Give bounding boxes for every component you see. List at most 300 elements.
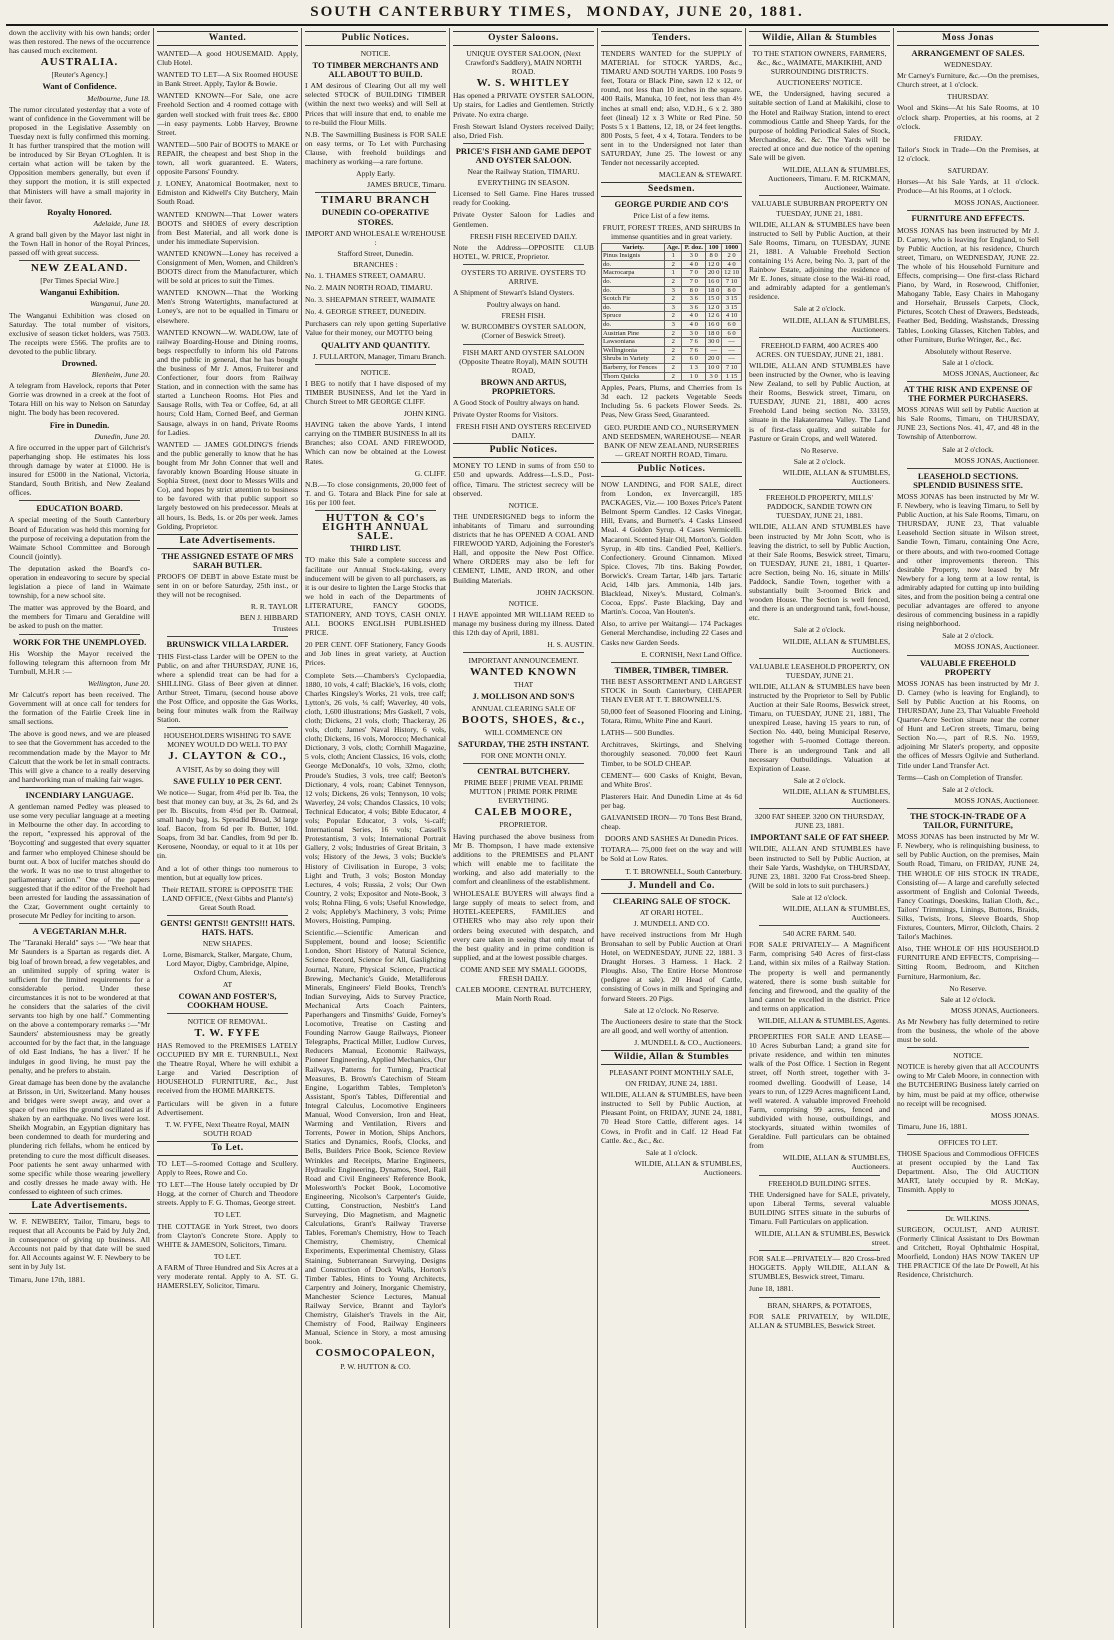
classified-ad: THE COTTAGE in York Street, two doors from Clayton's Concrete Store. Apply to WHITE & JAMESON, Solicitors, Timaru. xyxy=(157,1221,298,1249)
masthead xyxy=(6,4,1108,26)
price-table-cell: 1 0 xyxy=(682,372,706,381)
ad-line: ANNUAL CLEARING SALE OF xyxy=(471,703,576,713)
column-6 xyxy=(746,28,894,1628)
ad-heading: THE STOCK-IN-TRADE OF A TAILOR, FURNITURE, xyxy=(910,810,1026,831)
ad-signature: MOSS JONAS, Auctioneer. xyxy=(954,455,1039,465)
article-body: A gentleman named Pedley was pleased to use some very peculiar language at a meeting in Melbourne the other day. In according to the report, "expressed his approval of the 'Boycotting' and suggested that every squatter and farmer who employed Chinese should be burnt out. A box of lucifer matches should do the work. It was no use to trust altogether to parliamentary action." One of the papers suggested that if the editor of the Freeholt had been arrested for lauding the assassination of the Czar, Government ought certainly to prosecute Mr Pedley for inciting to arson. xyxy=(9,802,150,921)
price-table-cell: Pinus Insignis xyxy=(602,252,665,261)
ad-display-name: WANTED KNOWN xyxy=(469,666,578,679)
notice-label: NOTICE. xyxy=(508,500,539,510)
ad-heading: FREEHOLD PROPERTY, MILLS' PADDOCK, SANDIE TOWN ON TUESDAY, JUNE 21, 1881. xyxy=(766,493,873,521)
ad-body: PROOFS OF DEBT in above Estate must be sent in on or before Saturday, 25th inst., or they will not be recognised. xyxy=(157,571,298,600)
ad-line: PRIME BEEF | PRIME VEAL PRIME MUTTON | PRIME PORK PRIME EVERYTHING. xyxy=(463,778,584,806)
ad-body: FOR SALE—PRIVATELY— 820 Cross-bred HOGGETS. Apply WILDIE, ALLAN & STUMBLES, Beswick street, Timaru. xyxy=(749,1254,890,1282)
price-table-cell: Lawsoniana xyxy=(602,338,665,347)
price-table-cell: 2 xyxy=(665,260,682,269)
ad-line: ON FRIDAY, JUNE 24, 1881. xyxy=(625,1079,718,1089)
divider xyxy=(167,915,288,916)
ad-body: HAVING taken the above Yards, I intend carrying on the TIMBER BUSINESS In all its Branches; also COAL AND FIREWOOD, Which can now be obtained at the Lowest Rates. xyxy=(305,420,446,466)
day-label: SATURDAY. xyxy=(947,166,989,176)
ad-signature: T. T. BROWNELL, South Canterbury. xyxy=(625,866,742,876)
ad-line: BRANCHES : xyxy=(353,259,398,269)
ad-heading: Dr. WILKINS. xyxy=(945,1213,991,1223)
ad-display-name: GEORGE PURDIE AND CO'S xyxy=(614,199,729,210)
divider xyxy=(907,655,1029,656)
price-table-cell: 2 xyxy=(665,364,682,373)
price-table-cell: 7 6 xyxy=(682,338,706,347)
ad-body: A Good Stock of Poultry always on hand. xyxy=(453,398,580,407)
dateline: Wellington, June 20. xyxy=(87,678,150,688)
price-table-cell: 7 0 xyxy=(682,269,706,278)
ad-body: SURGEON, OCULIST, AND AURIST. (Formerly Clinical Assistant to Drs Bowman and Critchett, Royal Ophthalmic Hospital, Moorfield, London) HAS NOW TAKEN UP THE PRACTICE Of the late Dr Powell, At his Residence, Christchurch. xyxy=(897,1224,1039,1280)
price-table-cell: Scotch Fir xyxy=(602,295,665,304)
ad-signature: E. CORNISH, Next Land Office. xyxy=(641,649,742,659)
ad-body: Fresh Stewart Island Oysters received Daily; also, Dried Fish. xyxy=(453,121,594,140)
ad-body: NOW LANDING, and FOR SALE, direct from London, ex Invercargill, 185 PACKAGES, Viz.— 100 Boxes Price's Patent Belmont Sperm Candles. 12 Casks Vinegar, Hill, Evans, and Burnett's. 4 Casks Linseed Meal. 4 Golden Syrup. 4 Cases Vermicelli. Macaroni. Scented Hair Oil, Morton's. Golden Syrup, in 4lb tins. Candied Peel, Kellier's. Confectionery. Ground Cinnamon. Mixed Spice. Cloves, 7lb tins. Baking Powder, Borwick's. Cream Tartar, 14lb jars. Tartaric Acid, 14lb jars. Ammonia, 14lb jars. Blacklead, Nixey's. Mustard, Colman's. Cocoa, Epps'. Paste Blacking, Day and Martin's. Cocoa, Van Houten's. xyxy=(601,479,742,617)
price-table-cell: 6 0 xyxy=(682,355,706,364)
divider xyxy=(759,925,880,926)
ad-signature: JOHN JACKSON. xyxy=(536,587,594,597)
ad-offer: SAVE FULLY 10 PER CENT. xyxy=(173,775,282,786)
ad-body: I AM desirous of Clearing Out all my well selected STOCK of BUILDING TIMBER (within the next two weeks) and will Sell at Prices that will insure that end, to enable me to re-build the Flour Mills. xyxy=(305,81,446,127)
ad-line: AT xyxy=(222,979,233,989)
ad-line: Sale at 2 o'clock. xyxy=(942,444,994,454)
section-header-public-notices: Public Notices. xyxy=(453,443,594,458)
price-table-cell: Spruce xyxy=(602,312,665,321)
notice-label: NOTICE. xyxy=(508,598,539,608)
price-table-cell: 20 0 xyxy=(706,355,722,364)
price-table-cell: 12 0 xyxy=(706,260,722,269)
classified-ad: WANTED KNOWN—That the Working Men's Strong Watertights, manufactured at Loney's, are not to be equalled in Timaru or elsewhere. xyxy=(157,288,298,325)
section-header-tenders: Tenders. xyxy=(601,31,742,46)
ad-heading: TO LET. xyxy=(213,1251,242,1261)
ad-display-name: CALEB MOORE, xyxy=(474,806,573,819)
price-table-cell: 4 0 xyxy=(682,260,706,269)
divider xyxy=(167,636,288,637)
headline-royalty: Royalty Honored. xyxy=(47,206,112,217)
ad-line: FRESH FISH AND OYSTERS RECEIVED DAILY. xyxy=(455,422,592,441)
column-4 xyxy=(450,28,598,1628)
ad-signature: WILDIE, ALLAN & STUMBLES, Beswick street. xyxy=(754,1228,890,1248)
price-table-cell: 3 6 xyxy=(682,295,706,304)
column-3 xyxy=(302,28,450,1628)
price-table-cell: 7 10 xyxy=(722,364,742,373)
ad-heading: 540 ACRE FARM. 540. xyxy=(782,929,857,939)
section-header-wildie-allan-stumbles: Wildie, Allan & Stumbles xyxy=(601,1050,742,1065)
article-body: A special meeting of the South Canterbury Board of Education was held this morning for the purpose of receiving a deputation from the Waimate School Committee and Borough Council (jointly). xyxy=(9,515,150,561)
divider xyxy=(907,1047,1029,1048)
book-list: Scientific.—Scientific American and Supplement, bound and loose; Scientific London, Short History of Natural Science, Science Record, Science for All, Gaslighting Journal, Nature, Physical Science, Practical Brewing, Mechanic's Guide, Metalliferous Minerals, Engineers' Field Books, Trench's Indian Surveying, Aids to Survey Practice, Mechanical Arts Coach Painters, Paperhangers and Tinsmiths' Guide, Forney's Locomotive, Treatise on Casting and Founding Narrow Gauge Railways, Pioneer Telegraphs, Practical Miller, Ludlow Curves, Reducers Manual, Economic Railways, Pioneer Engineering, Applied Mechanics, Our Railways, Patterns for Turning, Practical Measures, B. Brown's Catechism of Steam Engine, Logarithm Tables, Templeton's Assistant, Spon's Tables, Differential and Integral Calculus, Locomotive Engineers Manual, Wood Conversion, Iron and Heat, Warming and Ventilation, Rivers and Torrents, Power in Motion, Ships Anchors, Statics and Dynamics, Roofs, Clocks, and Bells, Builders Price Book, Science Review Wrinkles and Receipts, Marine Engineers, Hydraulic Engineering, Dynamos, Steel, Rail Road and Civil Engineers' Reference Book, Molesworth's Pocket Book, Locomotive Engineering, Nicolson's Carpenter's Guide, Cutting, Construction, Nesbitt's Land Surveying, Dio Magnetism, and Magnetic Calculations, Grant's Railway Traverse Tables, Foreman's Chemistry, How to Teach Chemistry, Chemistry, Chemical Experiments, Experimental Chemistry, Glass Staining, Subterranean Surveying, Designs and Construction of Dock Walls, Horton's Timber Tables, Hints to Young Architects, Carpentry and Joinery, Inorganic Chemistry, Manchester Science Lectures, Manual Railway Service, Brannt and Taylor's Chemistry, Glaisher's Travels in the Air, Chemistry of Food, Railway Engineers Manual, Science in Story, a most amusing book. xyxy=(305,928,446,1347)
price-table-cell: 4 0 xyxy=(682,312,706,321)
divider xyxy=(759,1175,880,1176)
headline-education: EDUCATION BOARD. xyxy=(36,503,123,514)
heading-new-zealand: NEW ZEALAND. xyxy=(30,262,129,275)
price-table-cell: 2 0 xyxy=(722,252,742,261)
price-table-row xyxy=(602,260,742,269)
ad-heading: VALUABLE FREEHOLD PROPERTY xyxy=(920,657,1016,677)
ad-body: THE BEST ASSORTMENT AND LARGEST STOCK in South Canterbury, CHEAPER THAN EVER AT T. T. BROWNELL'S. xyxy=(601,676,742,704)
ad-body: A Shipment of Stewart's Island Oysters. xyxy=(453,288,575,298)
ad-body: 50,000 feet of Seasoned Flooring and Lining, Totara, Rimu, White Pine and Kauri. xyxy=(601,707,742,726)
price-table-cell: 4 10 xyxy=(722,312,742,321)
divider xyxy=(759,808,880,809)
ad-body: Private Oyster Saloon for Ladies and Gentlemen. xyxy=(453,210,594,229)
ad-heading: ARRANGEMENT OF SALES. xyxy=(911,48,1025,58)
divider xyxy=(167,727,288,728)
ad-heading: CENTRAL BUTCHERY. xyxy=(477,766,570,776)
price-table-row xyxy=(602,312,742,321)
ad-signature: J. MUNDELL & CO., Auctioneers. xyxy=(634,1037,742,1047)
price-table-body xyxy=(602,252,742,381)
headline-vegetarian: A VEGETARIAN M.H.R. xyxy=(32,926,127,937)
price-table-cell: 3 15 xyxy=(722,303,742,312)
price-table-cell: 16 0 xyxy=(706,278,722,287)
section-header-wildie-allan-stumbles: Wildie, Allan & Stumbles xyxy=(749,31,890,46)
price-table-cell: 1 15 xyxy=(722,372,742,381)
notice-label: NOTICE. xyxy=(953,1051,983,1061)
price-table-cell: 7 6 xyxy=(682,346,706,355)
price-table-cell: 2 xyxy=(665,346,682,355)
ad-heading: J. MOLLISON AND SON'S xyxy=(472,691,575,702)
ad-body: FOR SALE PRIVATELY— A Magnificent Farm, comprising 540 Acres of first-class Land, within six miles of a Railway Station. The property is well and permanently watered, there is some bush suitable for fencing and firewood, and the quality of the land cannot be excelled in the district. Price and terms on application. xyxy=(749,940,890,1013)
price-table-cell: Wellingtonia xyxy=(602,346,665,355)
ad-body: Purchasers can rely upon getting Superlative Value for their money, our MOTTO being xyxy=(305,319,446,338)
ad-signature: MOSS JONAS, xyxy=(990,1197,1039,1207)
divider xyxy=(759,658,880,659)
ad-line: Sale at 2 o'clock. xyxy=(942,631,994,641)
price-table-cell: 2 xyxy=(665,329,682,338)
ad-display-name: BOOTS, SHOES, &c., xyxy=(461,713,586,726)
estate-title: THE ASSIGNED ESTATE OF MRS SARAH BUTLER. xyxy=(161,550,294,570)
ad-line: THAT xyxy=(513,680,534,690)
column-7 xyxy=(894,28,1042,1628)
ad-body: THIS First-class Larder will be OPEN to the Public, on and after THURSDAY, JUNE 16, where a splendid treat can be had for a SHILLING. Glass of Beer given at dinner. Arthur Street, Timaru, (second house above the Post Office, and opposite the Gas Works, being four minutes walk from the Railway Station. xyxy=(157,651,298,725)
price-table-cell: 8 0 xyxy=(722,286,742,295)
price-table-cell: — xyxy=(722,355,742,364)
price-table-cell: 3 6 xyxy=(682,303,706,312)
ad-body: Architraves, Skirtings, and Shelving thoroughly seasoned. 70,000 feet Kauri Timber, to be SOLD CHEAP. xyxy=(601,740,742,768)
ad-body: Also, to arrive per Waitangi— 174 Packages General Merchandise, including 22 Cases and Casks new Garden Seeds. xyxy=(601,619,742,647)
price-table-cell: 12 10 xyxy=(722,269,742,278)
ad-heading: IMPORTANT SALE OF FAT SHEEP. xyxy=(750,832,889,843)
price-table-cell: 16 0 xyxy=(706,321,722,330)
ad-signature: MOSS JONAS, Auctioneer. xyxy=(954,795,1039,805)
article-body: Mr Calcutt's report has been received. The Government will at once call for tenders for the formation of the Fairlie Creek line in small sections. xyxy=(9,690,150,727)
divider xyxy=(907,210,1029,211)
price-table-cell: Barberry, for Fences xyxy=(602,364,665,373)
price-table-cell: 1 xyxy=(665,269,682,278)
ad-signature: JAMES BRUCE, Timaru. xyxy=(367,180,446,190)
ad-heading: GENTS! GENTS!! GENTS!!! HATS. HATS. HATS. xyxy=(160,917,295,938)
price-table xyxy=(601,243,742,382)
price-table-cell: 3 0 xyxy=(682,252,706,261)
price-table-row xyxy=(602,372,742,381)
price-table-cell: 3 xyxy=(665,321,682,330)
price-table-column-header: P. doz. xyxy=(682,243,706,252)
ad-heading: CLEARING SALE OF STOCK. xyxy=(612,895,731,906)
ad-display-name: J. MUNDELL AND CO. xyxy=(633,918,710,928)
ad-body: Having purchased the above business from Mr B. Thompson, I have made extensive additions to the PREMISES and PLANT which will enable me to facilitate the working, and also add materially to the comfort and cleanliness of the establishment. xyxy=(453,831,594,887)
headline-work: WORK FOR THE UNEMPLOYED. xyxy=(12,636,147,647)
price-table-row xyxy=(602,346,742,355)
column-5 xyxy=(598,28,746,1628)
price-table-cell: Shrubs in Variety xyxy=(602,355,665,364)
price-table-cell: — xyxy=(722,346,742,355)
classified-ad: WANTED—A good HOUSEMAID. Apply, Club Hotel. xyxy=(157,49,298,68)
ad-line: No Reserve. xyxy=(800,445,839,455)
ad-body: TOTARA— 75,000 feet on the way and will be Sold at Low Rates. xyxy=(601,845,742,864)
price-table-column-header: Variety. xyxy=(602,243,665,252)
ad-body: HAS Removed to the PREMISES LATELY OCCUPIED BY MR E. TURNBULL, Next the Theatre Royal, Where he will exhibit a Large and Varied Description of HOUSEHOLD FURNITURE, &c., Just received from the HOME MARKETS. xyxy=(157,1041,298,1096)
article-body: The matter was approved by the Board, and the members for Timaru and Geraldine will be asked to push on the matter. xyxy=(9,603,150,631)
price-table-cell: do. xyxy=(602,278,665,287)
ad-heading: PLEASANT POINT MONTHLY SALE, xyxy=(609,1068,734,1077)
price-table-cell: do. xyxy=(602,260,665,269)
article-body: The above is good news, and we are pleased to see that the Government has acceded to the recommendation made by the Mayor to Mr Calcutt that the work be let in small contracts. This will give a chance to a really deserving and hardworking man of making fair wages. xyxy=(9,729,150,784)
ad-heading: TIMBER, TIMBER, TIMBER. xyxy=(614,664,729,675)
price-table-row xyxy=(602,286,742,295)
price-table-cell: Macrocarpa xyxy=(602,269,665,278)
price-table-cell: 8 0 xyxy=(706,252,722,261)
ad-line: Poultry always on hand. xyxy=(486,300,561,310)
article-body: A fire occurred in the upper part of Gilchrist's paperhanging shop. He estimates his loss through damage by water at £1000. He is insured for £5000 in the National, Victoria, Standard, South British, and New Zealand offices. xyxy=(9,442,150,498)
classified-ad: A FARM of Three Hundred and Six Acres at a very moderate rental. Apply to A. ST. G. HAMERSLEY, Solicitor, Timaru. xyxy=(157,1262,298,1291)
ad-body: Terms—Cash on Completion of Transfer. xyxy=(897,772,1023,782)
column-1 xyxy=(6,28,154,1628)
section-header-public-notices: Public Notices. xyxy=(601,462,742,477)
ad-signature: WILDIE, ALLAN & STUMBLES, Auctioneers. xyxy=(782,467,890,487)
ad-price-list: We notice— Sugar, from 4½d per lb. Tea, the best that money can buy, at 3s, 2s 6d, and 2s per lb. Biscuits, from 4½d per lb. Oatmeal, small handy bag, 1s. Spreadid Bread, 3d large loaf. Bacon, from 6d per lb. Butter, 10d. Soaps, from 3d bar. Candles, from 9d per lb. Kerosene, Noonday, or equal to it at 10s per tin. xyxy=(157,787,298,861)
ad-line: WILL COMMENCE ON xyxy=(484,727,563,737)
paper-date: MONDAY, JUNE 20, 1881. xyxy=(586,4,804,20)
price-table-cell: 3 0 xyxy=(682,329,706,338)
price-table-cell: do. xyxy=(602,321,665,330)
ad-line: FRESH FISH. xyxy=(501,311,546,321)
ad-heading: SATURDAY, THE 25TH INSTANT. xyxy=(458,738,589,749)
price-table-cell: 7 10 xyxy=(722,278,742,287)
ad-signature: MOSS JONAS, Auctioneers. xyxy=(950,1005,1039,1015)
ad-heading: AT THE RISK AND EXPENSE OF THE FORMER PURCHASERS. xyxy=(903,384,1033,404)
headline-confidence: Want of Confidence. xyxy=(42,81,117,92)
ad-body: TENDERS WANTED for the SUPPLY of MATERIAL for STOCK YARDS, &c., TIMARU AND SOUTH YARDS. 100 Posts 9 feet, Totara or Black Pine, sawn 12 x 12, or round, not less than 10 inches in the square. 400 Rails, Manuka, 10 feet, not less than 4½ inches at small end; also, V.D.H., 6 x 2. 380 feet (lineal) 12 x 3 White or Red Pine. 50 Posts 5 x 1 Battens, 12, 18, or 24 feet lengths. 800 Posts, 5 feet, 4 x 4, Totara. Tenders to be sent in to the Undersigned not later than SATURDAY, June 25. The lowest or any Tender not necessarily accepted. xyxy=(601,49,742,168)
classified-ad: WANTED KNOWN—For Sale, one acre Freehold Section and 4 roomed cottage with garden well stocked with fruit trees &c. £800—in easy payments. Lobb Harvey, Browne Street. xyxy=(157,91,298,137)
section-header-wanted: Wanted. xyxy=(157,31,298,46)
ad-heading: PRICE'S FISH AND GAME DEPOT AND OYSTER SALOON. xyxy=(455,145,592,165)
ad-line: NEW SHAPES. xyxy=(202,939,253,949)
dateline: Wanganui, June 20. xyxy=(89,299,150,309)
notice-label: NOTICE. xyxy=(360,49,391,58)
ad-body: NOTICE is hereby given that all ACCOUNTS owing to Mr Caleb Moore, in connection with the BUTCHERING Business lately carried on by him, must be paid at my office, otherwise no receipt will be recognised. xyxy=(897,1062,1039,1108)
ad-line: Sale at 1 o'clock. xyxy=(942,357,994,367)
price-table-cell: 8 0 xyxy=(682,286,706,295)
divider xyxy=(759,1028,880,1029)
wire-credit: [Per Times Special Wire.] xyxy=(40,276,119,286)
ad-line: Sale at 1 o'clock. xyxy=(645,1147,698,1157)
book-list: Complete Sets.—Chambers's Cyclopaedia, 1880, 10 vols, 4 calf; Blackie's, 16 vols, cloth; Charles Kingsley's Works, 21 vols, tree calf; Lytton's, 26 vols, ¼ calf; Waverley, 40 vols, cloth, 1,600 illustrations; Mrs Gaskell, 7 vols, cloth; Dickens, 21 vols, cloth; Thackeray, 26 vols, cloth; James' Naval History, 6 vols, cloth; Dickens, 16 vols, Morocco; Mechanical Dictionary, 3 vols, cloth; Cornhill Magazine, 5 vols, cloth; Ancient Classics, 16 vols, cloth; George McDonald's, 10 vols, 32mo, cloth; Proude's Studies, 3 vols, tree calf; Beeton's Dictionary, 4 vols, roan; Cabinet Tennyson, 12 vols; Dickens, 26 vols; Tennyson, 10 vols; Waverley, 24 vols; Chandos Classics, 10 vols; Technical Educator, 4 vols; Bible Educator, 4 vols; Popular Educator, 3 vols, ¼-calf; International Series, 16 vols; Cassell's Protestantism, 3 vols; International Portrait Gallery, 2 vols; Industries of Great Britain, 3 vols; History of the Jews, 3 vols; Buckle's History of Civilisation in Europe, 3 vols; Light and Truth, 3 vols; Boston Monday Lectures, 4 vols; Russia, 2 vols; Our Own Country, 2 vols; Expositor and Note-Book, 3 vols; Rohna Fling, 6 vols; Useful Knowledge, 2 vols; Appleby's Machinery, 3 vols; Prime Movers, Hoisting, Pumping. xyxy=(305,670,446,926)
ad-signature: BEN J. HIBBARD xyxy=(239,613,298,623)
price-table-cell: 3 0 xyxy=(706,372,722,381)
ad-offer: 20 PER CENT. OFF Stationery, Fancy Goods and Job lines in great variety, at Auction Prices. xyxy=(305,640,446,668)
ad-signature: WILDIE, ALLAN & STUMBLES, Auctioneers. xyxy=(782,786,890,806)
ad-signature: H. S. AUSTIN. xyxy=(547,640,594,650)
article-body: The deputation asked the Board's co-operation in endeavoring to secure by special legislation a piece of land in Waimate township, for a new school site. xyxy=(9,563,150,601)
ad-signature: W. BURCOMBE'S OYSTER SALOON, (Corner of Beswick Street). xyxy=(461,322,586,341)
price-table-cell: 3 xyxy=(665,286,682,295)
ad-signature: MOSS JONAS, Auctioneer. xyxy=(954,198,1039,208)
divider xyxy=(19,500,140,501)
ad-body: I HAVE appointed MR WILLIAM REED to manage my business during my illness. Dated this 12th day of April, 1881. xyxy=(453,609,594,637)
ad-display-name: J. CLAYTON & CO., xyxy=(168,750,287,763)
ad-heading: TO TIMBER MERCHANTS AND ALL ABOUT TO BUILD. xyxy=(312,60,439,80)
branch-item: No. 3. SHEAPMAN STREET, WAIMATE xyxy=(305,295,436,305)
price-table-cell: 4 0 xyxy=(682,321,706,330)
divider xyxy=(611,662,732,663)
ad-body: THE Undersigned have for SALE, privately, upon Liberal Terms, several valuable BUILDING SITES situate in the suburbs of Timaru. Full Particulars on application. xyxy=(749,1189,890,1226)
article-body: The Wanganui Exhibition was closed on Saturday. The total number of visitors, exclusive of season ticket holders, was 7503. The receipts were £566. The profits are to devoted to the public library. xyxy=(9,310,150,356)
price-table-cell: 6 0 xyxy=(722,329,742,338)
price-table-column-header: Age. xyxy=(665,243,682,252)
ad-heading: LEASEHOLD SECTIONS. SPLENDID BUSINESS SITE. xyxy=(913,470,1023,490)
ad-body: MOSS JONAS Will sell by Public Auction at his Sale Rooms, Timaru, on THURSDAY, JUNE 23, Sections Nos. 41, 47, and 48 in the Township of Attenborrow. xyxy=(897,405,1039,442)
ad-heading: 3200 FAT SHEEP. 3200 ON THURSDAY, JUNE 23, 1881. xyxy=(754,812,885,831)
ad-line: Sale at 12 o'clock. No Reserve. xyxy=(624,1005,719,1015)
price-table-cell: 18 0 xyxy=(706,329,722,338)
branch-item: No. 4. GEORGE STREET, DUNEDIN. xyxy=(305,307,426,317)
ad-body: W. F. NEWBERY, Tailor, Timaru, begs to request that all Accounts be Paid by July 2nd, in consequence of giving up business. All Accounts not paid by that date will be sued for. All Accounts against W. F. Newbery to be sent in by July 1st. xyxy=(9,1216,150,1272)
ad-heading: HOUSEHOLDERS WISHING TO SAVE MONEY WOULD DO WELL TO PAY xyxy=(163,731,292,750)
article-body: The "Taranaki Herald" says :— "We hear that Mr Saunders is a Spartan as regards diet. A big loaf of brown bread, a few vegetables, and an unlimited supply of spring water is sufficient for the limited requirements for a considerable period. Under these circumstances it is not to be wondered at that he considers that the salaries of the civil servants too high by one half." Commenting on the above a contemporary remarks :—"Mr Saunders' abstemiousness may be greatly accounted for by the fact that, in the language of old East Indians, 'he has a liver.' If he indulges in good living, he must pay the penalty, and he prefers to abstain. xyxy=(9,938,150,1075)
ad-signature: WILDIE, ALLAN & STUMBLES, Auctioneers. xyxy=(634,1158,742,1177)
classified-ad: WANTED — JAMES GOLDING'S friends and the public generally to know that he has bought from Mr John Conner that well and favorably known Boarding House situate in Sophia Street, (next door to Messrs Wills and Co), and hopes by strict attention to business to be favored with that public support so largely bestowed on his predecessor. Meals at all hours, 1s. Beds, 1s. or 20s per week. James Golding, Proprietor. xyxy=(157,439,298,531)
ad-body: Wool and Skins—At his Sale Rooms, at 10 o'clock sharp. Properties, at his rooms, at 2 o'clock. xyxy=(897,103,1039,131)
larder-title: BRUNSWICK VILLA LARDER. xyxy=(166,639,289,650)
article-body: A telegram from Havelock, reports that Peter Gorrie was drowned in a creek at the foot of Totara Hill on his way to Nelson on Saturday night. The body has been recovered. xyxy=(9,381,150,418)
price-table-cell: 10 0 xyxy=(706,364,722,373)
ad-line: Sale at 12 o'clock. xyxy=(791,892,848,902)
ad-body: PROPERTIES FOR SALE AND LEASE— 10 Acres Suburban Land; a grand site for private residence, and within ten minutes walk of the Post Office. 1 Section in Regent street, off North street, together with 3-roomed dwelling. Goodwill of Lease, 14 years to run, of 1229 Acres magnificent Land, well watered. A valuable improved Freehold Farm, comprising 99 acres, fenced and subdivided with house, outbuildings, and stockyards, situated within twomiles of Geraldine. Full particulars can be obtained from xyxy=(749,1032,890,1151)
ad-body: Plasterers Hair. And Dunedin Lime at 4s 6d per bag. xyxy=(601,791,742,810)
ad-body: LATHS— 500 Bundles. xyxy=(601,728,675,738)
ad-body: Particulars will be given in a future Advertisement. xyxy=(157,1098,298,1117)
ad-list: Lorne, Bismarck, Stalker, Margate, Chum, Lord Mayor, Digby, Cambridge, Alpine, Oxford Chum, Alexis, xyxy=(162,950,293,978)
divider xyxy=(907,1134,1029,1135)
ad-line: IMPORT AND WHOLESALE W/REHOUSE : xyxy=(305,228,446,247)
article-body: The rumor circulated yesterday that a vote of want of confidence in the Government will be proposed in the Legislative Assembly on Tuesday next is fully confirmed this morning. It has further transpired that the motion will be introduced by Sir Bryan O'Loghlen. It is certain what action will be taken by the Opposition members generally, but even if they support the motion, it is still expected that Ministers will have a small majority in their favor. xyxy=(9,104,150,205)
classified-ad: WANTED KNOWN—Loney has received a Consignment of Men, Women, and Children's BOOTS direct from the Manufacturer, which will be sold at prices to suit the Times. xyxy=(157,248,298,286)
ad-heading: TO LET. xyxy=(213,1210,242,1220)
ad-body: Horses—At his Sale Yards, at 11 o'clock. Produce—At his Rooms, at 1 o'clock. xyxy=(897,177,1039,196)
price-table-row xyxy=(602,269,742,278)
price-table-row xyxy=(602,338,742,347)
ad-heading: DUNEDIN CO-OPERATIVE STORES. xyxy=(321,207,430,227)
ad-date: Timaru, June 16, 1881. xyxy=(897,1121,968,1131)
ad-display-name: T. W. FYFE xyxy=(194,1026,261,1039)
ad-signature: WILDIE, ALLAN & STUMBLES, Auctioneers. xyxy=(782,636,890,655)
price-table-cell: 7 0 xyxy=(682,278,706,287)
price-table-cell: — xyxy=(722,338,742,347)
ad-heading: FISH MART AND OYSTER SALOON (Opposite Theatre Royal), MAIN SOUTH ROAD, xyxy=(459,347,588,375)
ad-body: I BEG to notify that I have disposed of my TIMBER BUSINESS, And let the Yard in Church Street to MR GEORGE CLIFF. xyxy=(305,378,446,406)
section-header-to-let: To Let. xyxy=(157,1141,298,1156)
dateline: Dunedin, June 20. xyxy=(94,431,150,441)
ad-body: Has opened a PRIVATE OYSTER SALOON, Up stairs, for Ladies and Gentlemen. Strictly Private. No extra charge. xyxy=(453,91,594,119)
ad-signature: MACLEAN & STEWART. xyxy=(658,170,742,180)
ad-signature: MOSS JONAS, Auctioneer. xyxy=(954,642,1039,652)
agency-credit: [Reuter's Agency.] xyxy=(51,70,108,80)
ad-signature: MOSS JONAS. xyxy=(990,1110,1039,1120)
ad-line: No Reserve. xyxy=(949,983,987,993)
ad-body: N.B.—To close consignments, 20,000 feet of T. and G. Totara and Black Pine for sale at 16s per 100 feet. xyxy=(305,479,446,507)
ad-body: WILDIE, ALLAN & STUMBLES, have been instructed to Sell by Public Auction, at Pleasant Point, on FRIDAY, JUNE 24, 1881, 70 Head Store Cattle, different ages. 14 Cows, in Profit and in Calf. 12 Head Fat Cattle. &c., &c., &c. xyxy=(601,1090,742,1145)
price-table-cell: 2 xyxy=(665,372,682,381)
price-table-cell: 4 0 xyxy=(722,260,742,269)
notice-label: NOTICE. xyxy=(360,367,391,377)
ad-body: Also, THE WHOLE OF HIS HOUSEHOLD FURNITURE AND EFFECTS, Comprising— Sitting Room, Bedroom, and Kitchen Furniture, Harmonium, &c. xyxy=(897,944,1039,981)
divider xyxy=(315,192,436,193)
ad-body: WILDIE, ALLAN AND STUMBLES have been instructed by Mr John Scott, who is leaving the district, to sell by Public Auction, at their Sale Rooms, Beswick street, Timaru, on TUESDAY, JUNE 21, 1881, 1 Quarter-acre Section, being No. 16, situate in Mills' Paddock, Sandie Town, together with a substantially built 3-roomed Brick and wooden House. The Section is well fenced, and there is an underground tank, fowl-house, etc. xyxy=(749,522,890,623)
ad-body: And a lot of other things too numerous to mention, but at equally low prices. xyxy=(157,863,298,882)
ad-line: AT ORARI HOTEL. xyxy=(639,907,704,917)
ad-body: WILDIE, ALLAN AND STUMBLES have been instructed to Sell by Public Auction, at their Sale Yards, Washdyke, on THURSDAY, JUNE 23, 1881. 3200 Fat Cross-bred Sheep. (Will be sold in lots to suit purchasers.) xyxy=(749,844,890,890)
ad-line: PROPRIETOR. xyxy=(499,820,548,830)
ad-signature: Trustees xyxy=(272,624,298,634)
price-table-cell: 2 xyxy=(665,355,682,364)
divider xyxy=(759,1297,880,1298)
ad-signature: WILDIE, ALLAN & STUMBLES, Auctioneers. xyxy=(782,903,890,923)
price-table-row xyxy=(602,303,742,312)
columns xyxy=(6,28,1108,1628)
classified-ad: WANTED KNOWN—That Lower waters BOOTS and SHOES of every description from Best Material, and all work done is under his immediate Supervision. xyxy=(157,209,298,246)
price-table-row xyxy=(602,321,742,330)
classified-ad: TO LET—The House lately occupied by Dr Hogg, at the corner of Church and Theodore streets. Apply to F. G. Thomas, George street. xyxy=(157,1180,298,1208)
ad-signature: G. CLIFF. xyxy=(414,468,446,478)
divider xyxy=(463,652,584,653)
price-table-cell: 6 0 xyxy=(722,321,742,330)
price-table-cell: 1 xyxy=(665,252,682,261)
ad-body: MOSS JONAS has been instructed by Mr W. F. Newbery, who is relinquishing business, to sell by Public Auction, on the premises, Main South Road, Timaru, on FRIDAY, JUNE 24, THE WHOLE OF HIS STOCK IN TRADE, Consisting of— A large and carefully selected assortment of English and Colonial Tweeds, Fancy Coatings, Doeskins, Italian Cloth, &c., Tailors' Trimmings, Linings, Buttons, Braids, Silks, Twists, Irons, Sleeve Boards, Shop Fixtures, Counters, Mirror, Oilcloth, Chairs. 2 Tailor's Machines. xyxy=(897,832,1039,942)
price-table-cell: 3 15 xyxy=(722,295,742,304)
ad-line: Stafford Street, Dunedin. xyxy=(337,248,414,258)
ad-heading: THIRD LIST. xyxy=(350,543,401,554)
ad-heading: OFFICES TO LET. xyxy=(938,1137,998,1147)
article-body: His Worship the Mayor received the following telegram this afternoon from Mr Turnbull, M.H.R :— xyxy=(9,648,150,676)
ad-line: Sale at 12 o'clock. xyxy=(940,994,996,1004)
section-header-mundell: J. Mundell and Co. xyxy=(601,879,742,894)
headline-drowned: Drowned. xyxy=(61,358,98,368)
price-table-row xyxy=(602,278,742,287)
price-table-row xyxy=(602,329,742,338)
divider xyxy=(19,923,140,924)
article-body: Great damage has been done by the avalanche at Brisson, in Uri, Switzerland. Many houses and bridges were swept away, and over a space of two miles the ground oscillated as if shaken by an earthquake. No lives were lost. Sheikh Mograbin, an Egyptian dignitary has been condemned to death for murdering and plundering rich fellahs, whom he enticed by pretending to cure the most difficult diseases. Poor patients he sent away unharmed with some specific while those wearing jewellery and costly dresses he made away with. He confessed to eighteen of such crimes. xyxy=(9,1077,150,1196)
price-table-cell: do. xyxy=(602,286,665,295)
ad-signature: R. R. TAYLOR xyxy=(250,602,298,612)
ad-heading: VALUABLE SUBURBAN PROPERTY ON TUESDAY, JUNE 21, 1881. xyxy=(751,199,888,218)
price-table-cell: 18 0 xyxy=(706,286,722,295)
classified-ad: J. LONEY, Anatomical Bootmaker, next to Edmiston and Kidwell's City Butchery, Main South Road. xyxy=(157,179,298,207)
ad-line: AUCTIONEERS' NOTICE. xyxy=(776,78,863,88)
ad-line: Near the Railway Station, TIMARU. xyxy=(467,167,580,177)
price-table-cell: 2 xyxy=(665,278,682,287)
ad-body: The Auctioneers desire to state that the Stock are all good, and well worthy of attention. xyxy=(601,1016,742,1035)
column-2 xyxy=(154,28,302,1628)
ad-line: FOR ONE MONTH ONLY. xyxy=(480,750,567,760)
ad-signature: GEO. PURDIE AND CO., NURSERYMEN AND SEEDSMEN, WAREHOUSE— NEAR BANK OF NEW ZEALAND, NURSERIES— GREAT NORTH ROAD, Timaru. xyxy=(601,422,742,459)
ad-display-name: W. S. WHITLEY xyxy=(476,77,571,90)
price-table-cell: 30 0 xyxy=(706,338,722,347)
ad-motto: QUALITY AND QUANTITY. xyxy=(321,339,430,350)
ad-date: June 18, 1881. xyxy=(749,1284,794,1294)
divider xyxy=(19,260,140,261)
